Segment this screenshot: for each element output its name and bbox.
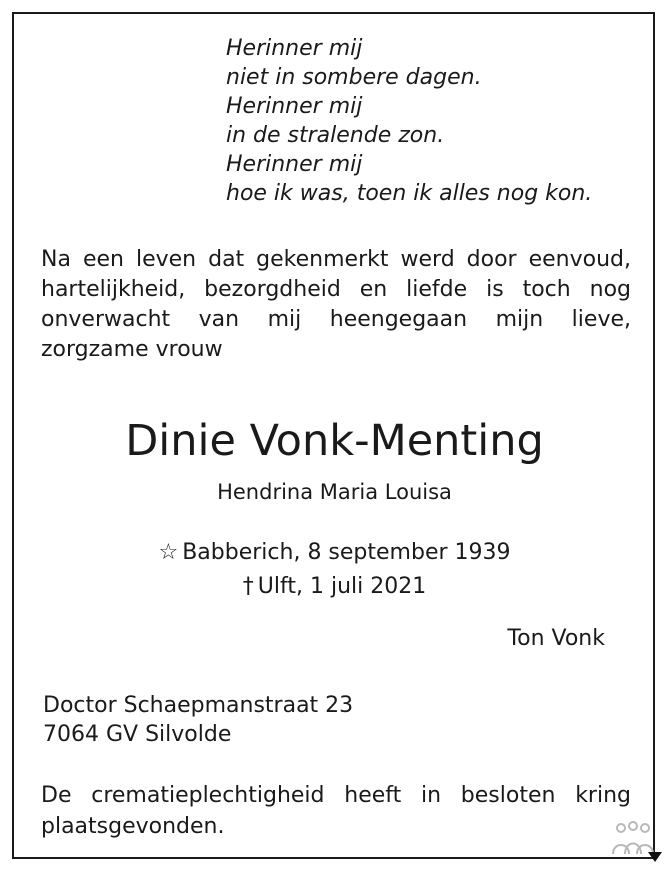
- cremation-notice: De crematieplechtigheid heeft in besloten kring plaatsgevonden.: [41, 783, 631, 839]
- poem-line: Herinner mij: [226, 36, 363, 61]
- poem-line: niet in sombere dagen.: [226, 65, 482, 90]
- death-text: Ulft, 1 juli 2021: [257, 574, 427, 599]
- poem-line: Herinner mij: [226, 94, 363, 119]
- intro-paragraph: Na een leven dat gekenmerkt werd door eenvoud, hartelijkheid, bezorgdheid en liefde is toch nog onverwacht van mij heengegaan mijn lieve, zorgzame vrouw: [41, 247, 631, 362]
- signer-name: Ton Vonk: [507, 626, 605, 651]
- poem-line: Herinner mij: [226, 152, 363, 177]
- deceased-name: Dinie Vonk-Menting: [125, 416, 544, 466]
- death-line: [0, 572, 669, 602]
- poem-line: in de stralende zon.: [226, 123, 445, 148]
- birth-line: [0, 538, 669, 568]
- address-street: Doctor Schaepmanstraat 23: [43, 693, 354, 718]
- star-icon: ☆: [158, 540, 179, 565]
- address-city: 7064 GV Silvolde: [43, 722, 232, 747]
- poem-line: hoe ik was, toen ik alles nog kon.: [226, 181, 593, 206]
- given-names: Hendrina Maria Louisa: [217, 480, 452, 504]
- address: [43, 691, 353, 749]
- triangle-down-icon[interactable]: [648, 852, 662, 862]
- cross-icon: †: [242, 574, 254, 599]
- birth-text: Babberich, 8 september 1939: [182, 540, 511, 565]
- poem: [226, 34, 592, 208]
